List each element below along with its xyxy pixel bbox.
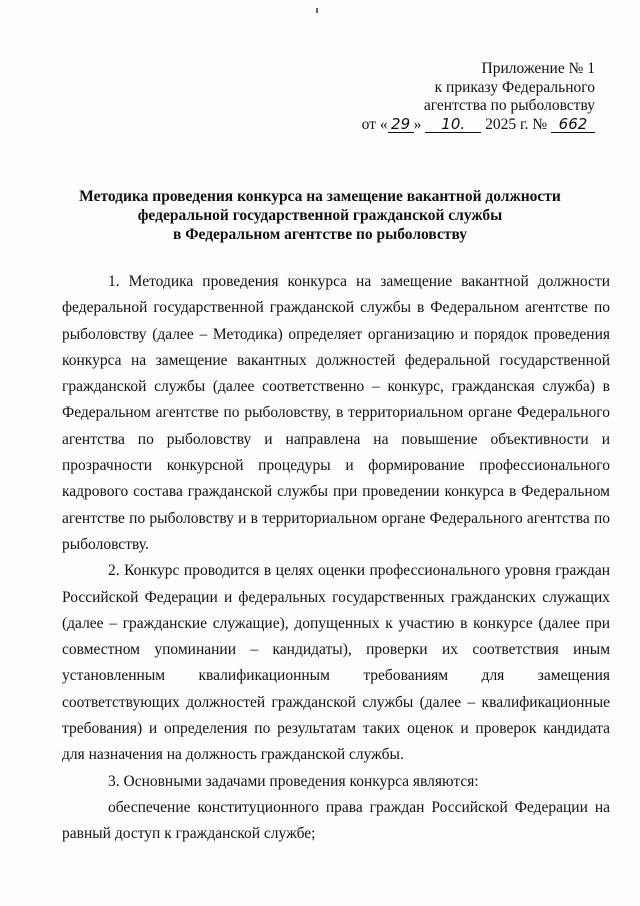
appendix-agency: агентства по рыболовству bbox=[423, 97, 595, 114]
order-year: 2025 г. № bbox=[485, 115, 548, 133]
order-prefix: от « bbox=[361, 115, 388, 133]
document-title bbox=[60, 187, 580, 244]
title-line-2: федеральной государственной гражданской службы bbox=[137, 207, 503, 224]
order-date-line bbox=[355, 116, 595, 135]
title-line-3: в Федеральном агентстве по рыболовству bbox=[172, 226, 468, 243]
appendix-order-ref: к приказу Федерального bbox=[434, 78, 595, 96]
scan-mark bbox=[316, 8, 318, 13]
order-number-handwritten: 662 bbox=[551, 117, 595, 133]
paragraph-2: 2. Конкурс проводится в целях оценки профессионального уровня граждан Российской Федерации и федеральных государственных гражданских служащих (далее – гражданские служащие), допущенных к участию в конкурсе (далее при совместном упоминании – кандидаты), проверки их соответствия иным установленным квалификационным требованиям для замещения соответствующих должностей гражданской службы (далее – квалификационные требования) и определения по результатам таких оценок и проверок кандидата для назначения на должность гражданской службы. bbox=[62, 562, 610, 764]
order-mid: » bbox=[413, 115, 422, 133]
title-line-1: Методика проведения конкурса на замещение вакантной должности bbox=[79, 188, 561, 205]
order-day-handwritten: 29 bbox=[388, 117, 414, 133]
order-month-handwritten: 10. bbox=[425, 117, 481, 133]
paragraph-1: 1. Методика проведения конкурса на замещение вакантной должности федеральной государственной гражданской службы в Федеральном агентстве по рыболовству (далее – Методика) определяет организацию и порядок проведения конкурса на замещение вакантных должностей федеральной государственной гражданской службы (далее соответственно – конкурс, гражданская служба) в Федеральном агентстве по рыболовству, в территориальном органе Федерального агентства по рыболовству и направлена на повышение объективности и прозрачности конкурсной процедуры и формирование профессионального кадрового состава гражданской службы при проведении конкурса в Федеральном агентстве по рыболовству и в территориальном органе Федерального агентства по рыболовству. bbox=[62, 273, 610, 553]
appendix-number: Приложение № 1 bbox=[481, 60, 595, 77]
paragraph-4: обеспечение конституционного права граждан Российской Федерации на равный доступ к гражданской службе; bbox=[62, 798, 610, 843]
appendix-header bbox=[355, 60, 595, 134]
paragraph-3: 3. Основными задачами проведения конкурса являются: bbox=[108, 772, 479, 790]
document-body bbox=[62, 269, 610, 848]
